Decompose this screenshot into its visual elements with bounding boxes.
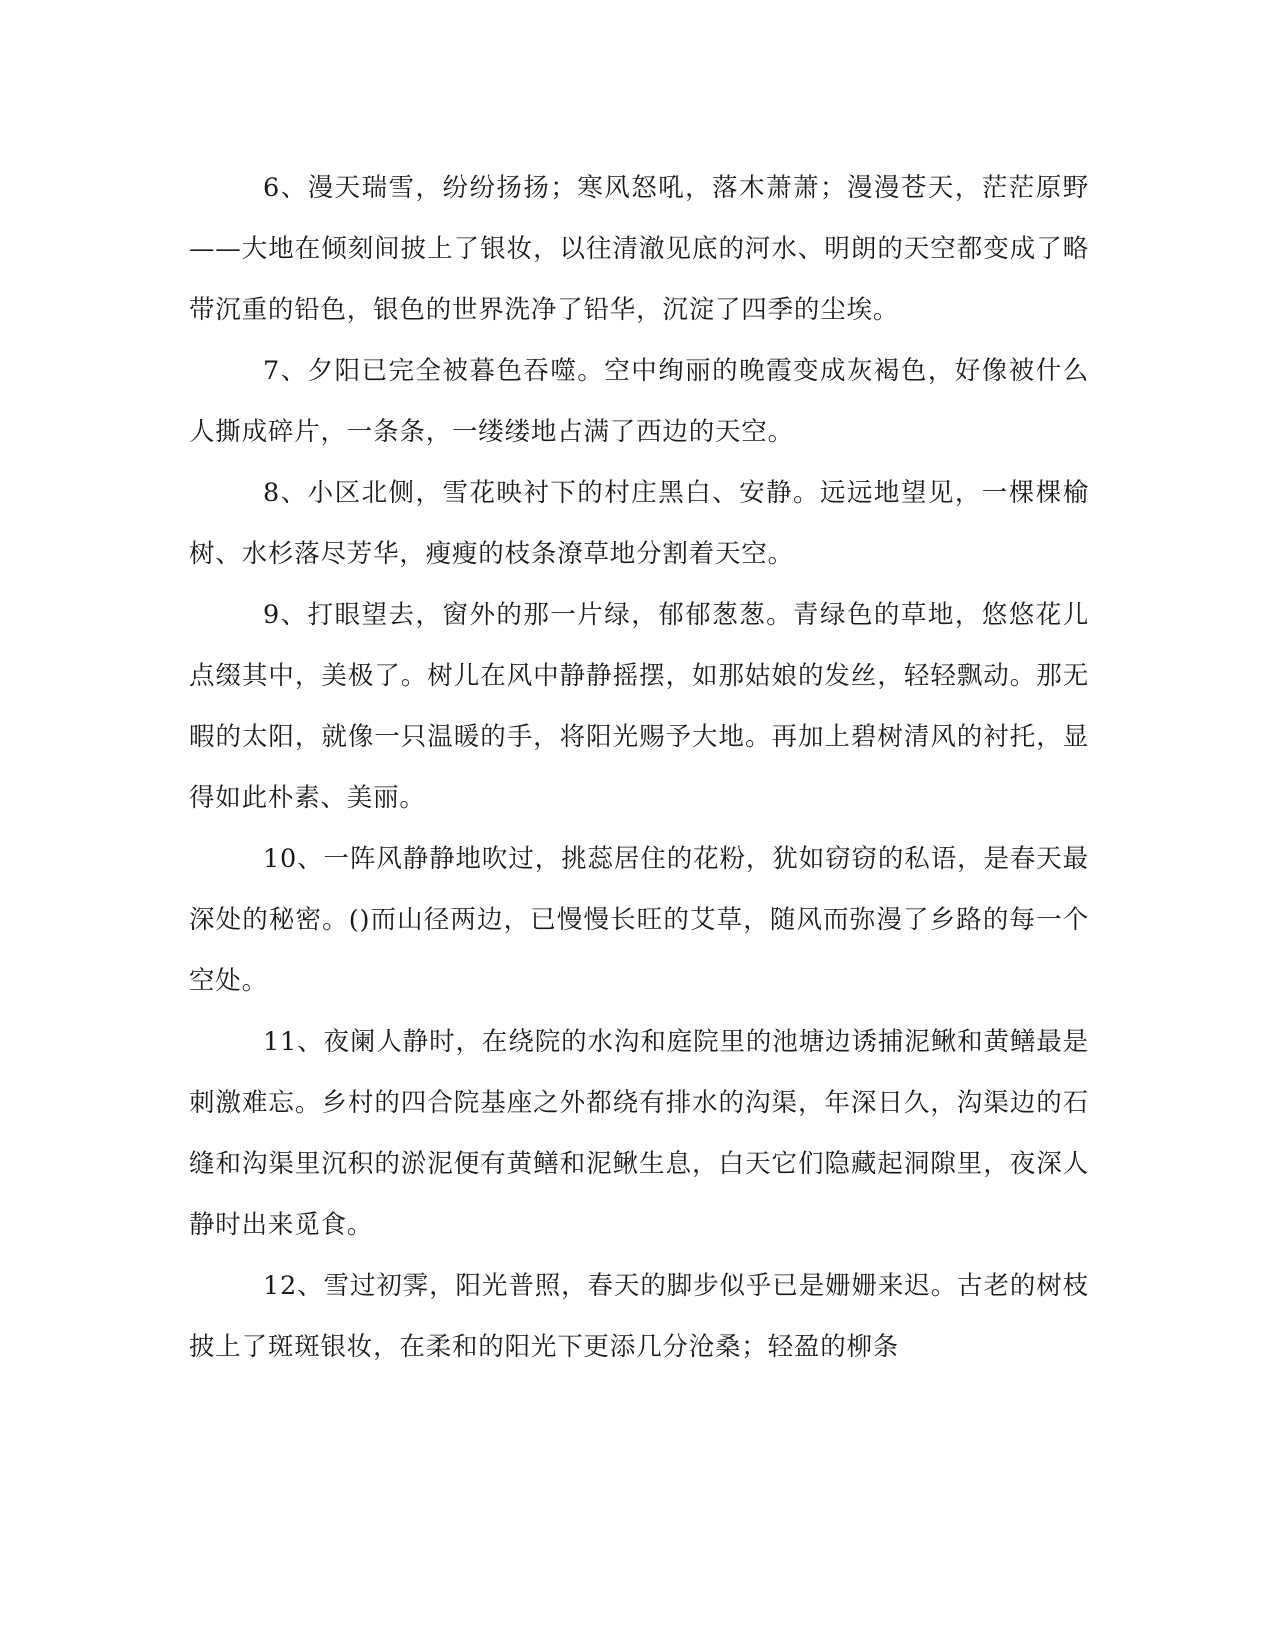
paragraph-8: 8、小区北侧，雪花映衬下的村庄黑白、安静。远远地望见，一棵棵榆树、水杉落尽芳华，瘦瘦的枝条潦草地分割着天空。 [189, 478, 1089, 569]
paragraph-11: 11、夜阑人静时，在绕院的水沟和庭院里的池塘边诱捕泥鳅和黄鳝最是刺激难忘。乡村的四合院基座之外都绕有排水的沟渠，年深日久，沟渠边的石缝和沟渠里沉积的淤泥便有黄鳝和泥鳅生息，白天它们隐藏起洞隙里，夜深人静时出来觅食。 [189, 1027, 1089, 1240]
paragraph-10: 10、一阵风静静地吹过，挑蕊居住的花粉，犹如窃窃的私语，是春天最深处的秘密。()而山径两边，已慢慢长旺的艾草，随风而弥漫了乡路的每一个空处。 [189, 844, 1089, 996]
paragraph-7: 7、夕阳已完全被暮色吞噬。空中绚丽的晚霞变成灰褐色，好像被什么人撕成碎片，一条条，一缕缕地占满了西边的天空。 [189, 356, 1089, 447]
paragraph-6: 6、漫天瑞雪，纷纷扬扬；寒风怒吼，落木萧萧；漫漫苍天，茫茫原野——大地在倾刻间披上了银妆，以往清澈见底的河水、明朗的天空都变成了略带沉重的铅色，银色的世界洗净了铅华，沉淀了四季的尘埃。 [189, 173, 1089, 325]
paragraph-9: 9、打眼望去，窗外的那一片绿，郁郁葱葱。青绿色的草地，悠悠花儿点缀其中，美极了。树儿在风中静静摇摆，如那姑娘的发丝，轻轻飘动。那无暇的太阳，就像一只温暖的手，将阳光赐予大地。再加上碧树清风的衬托，显得如此朴素、美丽。 [189, 600, 1089, 813]
document-body [189, 158, 1089, 1378]
paragraph-12: 12、雪过初霁，阳光普照，春天的脚步似乎已是姗姗来迟。古老的树枝披上了斑斑银妆，在柔和的阳光下更添几分沧桑；轻盈的柳条 [189, 1271, 1089, 1362]
